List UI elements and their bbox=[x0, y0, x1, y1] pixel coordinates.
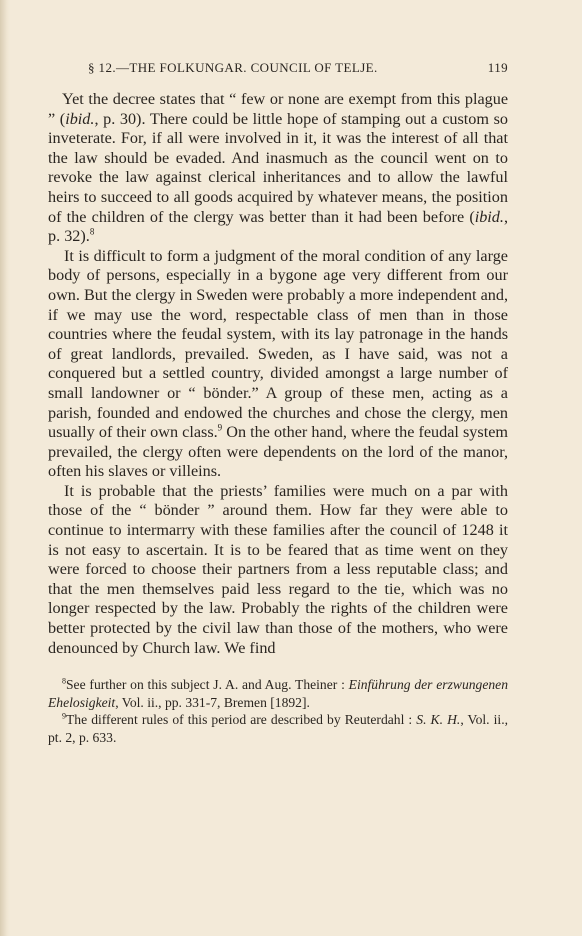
book-page bbox=[48, 60, 508, 746]
footnote-ref-8: 8 bbox=[89, 226, 95, 237]
page-binding-edge bbox=[0, 0, 10, 936]
running-head-title: § 12.—THE FOLKUNGAR. COUNCIL OF TELJE. bbox=[88, 60, 378, 75]
paragraph-3: It is probable that the priests’ families were much on a par with those of the “ bönder ” around them. How far they were able to continue to intermarry with these families after the council of 1248 it is not easy to ascertain. It is to be feared that as time went on they were forced to choose their partners from a less reputable class; and that the men themselves paid less regard to the tie, which was no longer respected by the law. Probably the rights of the children were better protected by the civil law than those of the mothers, who were denounced by Church law. We find bbox=[48, 481, 508, 657]
footnotes bbox=[48, 676, 508, 746]
footnote-ref-9: 9 bbox=[217, 422, 223, 433]
footnote-9: $^9$The different rules of this period are described by Reuterdahl : S. K. H., Vol. ii., pt. 2, p. 633. bbox=[48, 711, 508, 745]
paragraph-2: It is difficult to form a judgment of the moral condition of any large body of persons, especially in a bygone age very different from our own. But the clergy in Sweden were probably a more independent and, if we may use the word, respectable class of men than in those countries where the feudal system, with its lay patronage in the hands of great landlords, prevailed. Sweden, as I have said, was not a conquered but a settled country, divided amongst a large number of small landowner or “ bönder.” A group of these men, acting as a parish, founded and endowed the churches and chose the clergy, men usually of their own class.$^9$ On the other hand, where the feudal system prevailed, the clergy often were dependents on the lord of the manor, often his slaves or villeins. bbox=[48, 246, 508, 481]
running-head bbox=[48, 60, 508, 76]
paragraph-1: Yet the decree states that “ few or none are exempt from this plague ” (ibid., p. 30). There could be little hope of stamping out a custom so inveterate. For, if all were involved in it, it was the interest of all that the law should be evaded. And inasmuch as the council went on to revoke the law against clerical inheritances and to allow the lawful heirs to succeed to all goods acquired by whatever means, the position of the children of the clergy was better than it had been before (ibid., p. 32).$^8$ bbox=[48, 90, 508, 246]
page-number: 119 bbox=[487, 60, 508, 75]
body-text bbox=[48, 90, 508, 658]
footnote-8: $^8$See further on this subject J. A. and Aug. Theiner : Einführung der erzwungenen Ehelosigkeit, Vol. ii., pp. 331-7, Bremen [1892]. bbox=[48, 676, 508, 710]
